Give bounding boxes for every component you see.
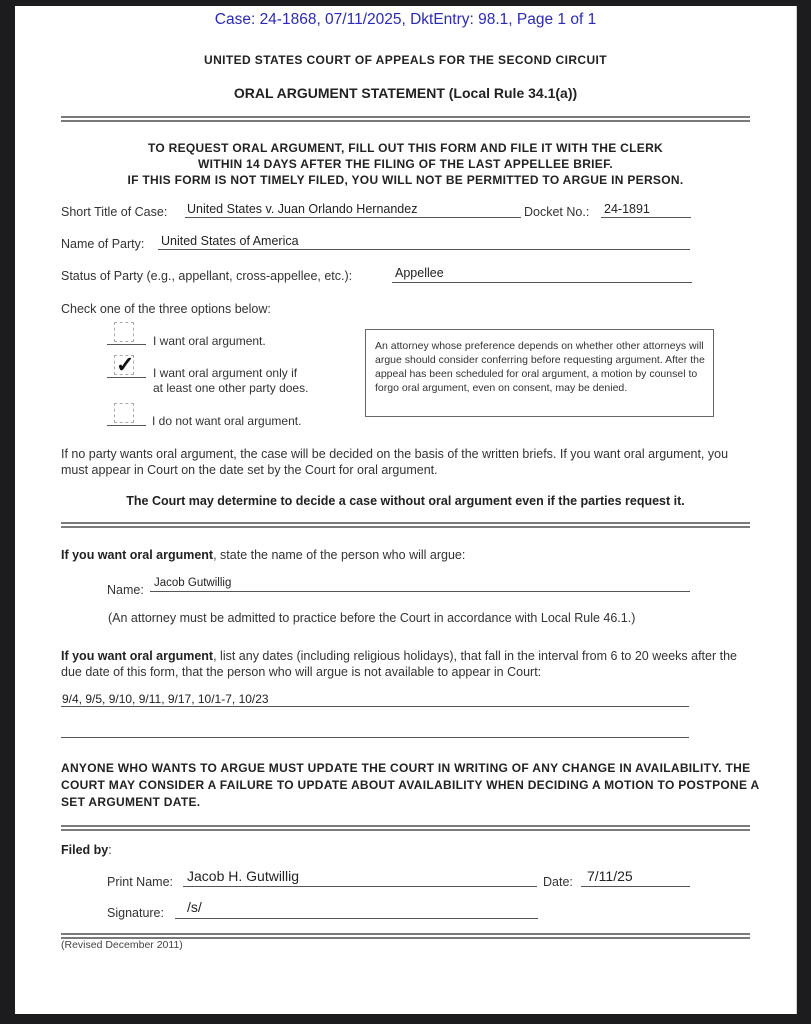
instruction-line: IF THIS FORM IS NOT TIMELY FILED, YOU WILL NOT BE PERMITTED TO ARGUE IN PERSON. (127, 173, 684, 187)
party-status-field[interactable]: Appellee (395, 266, 444, 280)
checkbox-underline (107, 344, 146, 345)
option-want-argument-label: I want oral argument. (153, 334, 266, 348)
signature-label: Signature: (107, 906, 164, 920)
filed-by-colon: : (108, 843, 112, 857)
court-may-notice: The Court may determine to decide a case without oral argument even if the parties request it. (126, 494, 685, 508)
filing-instructions (15, 140, 796, 188)
docket-stamp: Case: 24-1868, 07/11/2025, DktEntry: 98.1, Page 1 of 1 (214, 11, 597, 28)
docket-underline (601, 217, 691, 218)
print-name-label: Print Name: (107, 875, 173, 889)
arguer-prompt-rest: , state the name of the person who will argue: (213, 548, 466, 562)
arguer-name-field[interactable]: Jacob Gutwillig (154, 577, 232, 589)
docket-label: Docket No.: (524, 205, 590, 219)
unavailable-dates-field[interactable]: 9/4, 9/5, 9/10, 9/11, 9/17, 10/1-7, 10/23 (62, 692, 269, 706)
docket-field[interactable]: 24-1891 (604, 202, 650, 216)
checkbox-underline (107, 425, 146, 426)
instruction-line: TO REQUEST ORAL ARGUMENT, FILL OUT THIS FORM AND FILE IT WITH THE CLERK (147, 141, 664, 155)
arguer-prompt-bold: If you want oral argument (61, 548, 214, 562)
party-name-label: Name of Party: (61, 237, 145, 251)
filed-by-text: Filed by (61, 843, 109, 857)
availability-warning: ANYONE WHO WANTS TO ARGUE MUST UPDATE THE COURT IN WRITING OF ANY CHANGE IN AVAILABILITY. THE COURT MAY CONSIDER A FAILURE TO UPDATE ABOUT AVAILABILITY WHEN DECIDING A MOTION TO POSTPONE A SET ARGUMENT DATE. (61, 761, 760, 809)
option-conditional-label: I want oral argument only if (153, 366, 298, 380)
revision-note: (Revised December 2011) (61, 939, 183, 951)
option-conditional-label-2: at least one other party does. (153, 381, 309, 395)
signature-underline (175, 918, 538, 919)
unavailable-dates-underline (61, 706, 689, 707)
checkmark-icon: ✓ (116, 352, 135, 377)
form-title: ORAL ARGUMENT STATEMENT (Local Rule 34.1(a)) (233, 85, 578, 101)
date-field[interactable]: 7/11/25 (587, 868, 633, 884)
divider (61, 116, 750, 122)
option-no-argument-label: I do not want oral argument. (152, 414, 302, 428)
arguer-name-label: Name: (107, 583, 144, 597)
divider (61, 522, 750, 528)
checkbox-underline (107, 377, 146, 378)
checkbox-want-argument[interactable] (114, 322, 134, 342)
attorney-note-box: An attorney whose preference depends on whether other attorneys will argue should consider conferring before requesting argument. After the appeal has been scheduled for oral argument, a motion by counsel to forgo oral argument, even on consent, may be denied. (365, 329, 714, 417)
admission-note: (An attorney must be admitted to practice before the Court in accordance with Local Rule 46.1.) (108, 611, 636, 625)
party-name-field[interactable]: United States of America (161, 234, 299, 248)
print-name-field[interactable]: Jacob H. Gutwillig (187, 868, 300, 884)
short-title-field[interactable]: United States v. Juan Orlando Hernandez (187, 202, 418, 216)
party-name-underline (158, 249, 690, 250)
signature-field[interactable]: /s/ (187, 899, 202, 915)
party-status-label: Status of Party (e.g., appellant, cross-appellee, etc.): (61, 269, 353, 283)
unavailability-prompt (61, 648, 751, 680)
options-prompt: Check one of the three options below: (61, 302, 271, 316)
unavailability-prompt-bold: If you want oral argument (61, 649, 214, 663)
short-title-label: Short Title of Case: (61, 205, 168, 219)
unavailable-dates-underline-2 (61, 737, 689, 738)
document-page (15, 6, 797, 1014)
arguer-prompt (61, 547, 465, 563)
instruction-line: WITHIN 14 DAYS AFTER THE FILING OF THE LAST APPELLEE BRIEF. (197, 157, 614, 171)
no-party-info: If no party wants oral argument, the case will be decided on the basis of the written briefs. If you want oral argument, you must appear in Court on the date set by the Court for oral argument. (61, 447, 729, 477)
arguer-name-underline (150, 591, 690, 592)
print-name-underline (183, 886, 537, 887)
short-title-underline (185, 217, 521, 218)
unavailability-prompt-rest: , list any dates (including religious holidays), that fall in the interval from 6 to 20 weeks after the due date of this form, that the person who will argue is not available to appear in Court: (61, 649, 737, 679)
date-underline (581, 886, 690, 887)
court-name: UNITED STATES COURT OF APPEALS FOR THE SECOND CIRCUIT (204, 53, 607, 67)
party-status-underline (392, 282, 692, 283)
checkbox-no-argument[interactable] (114, 403, 134, 423)
filed-by-label (61, 843, 112, 857)
date-label: Date: (543, 875, 573, 889)
divider (61, 825, 750, 831)
